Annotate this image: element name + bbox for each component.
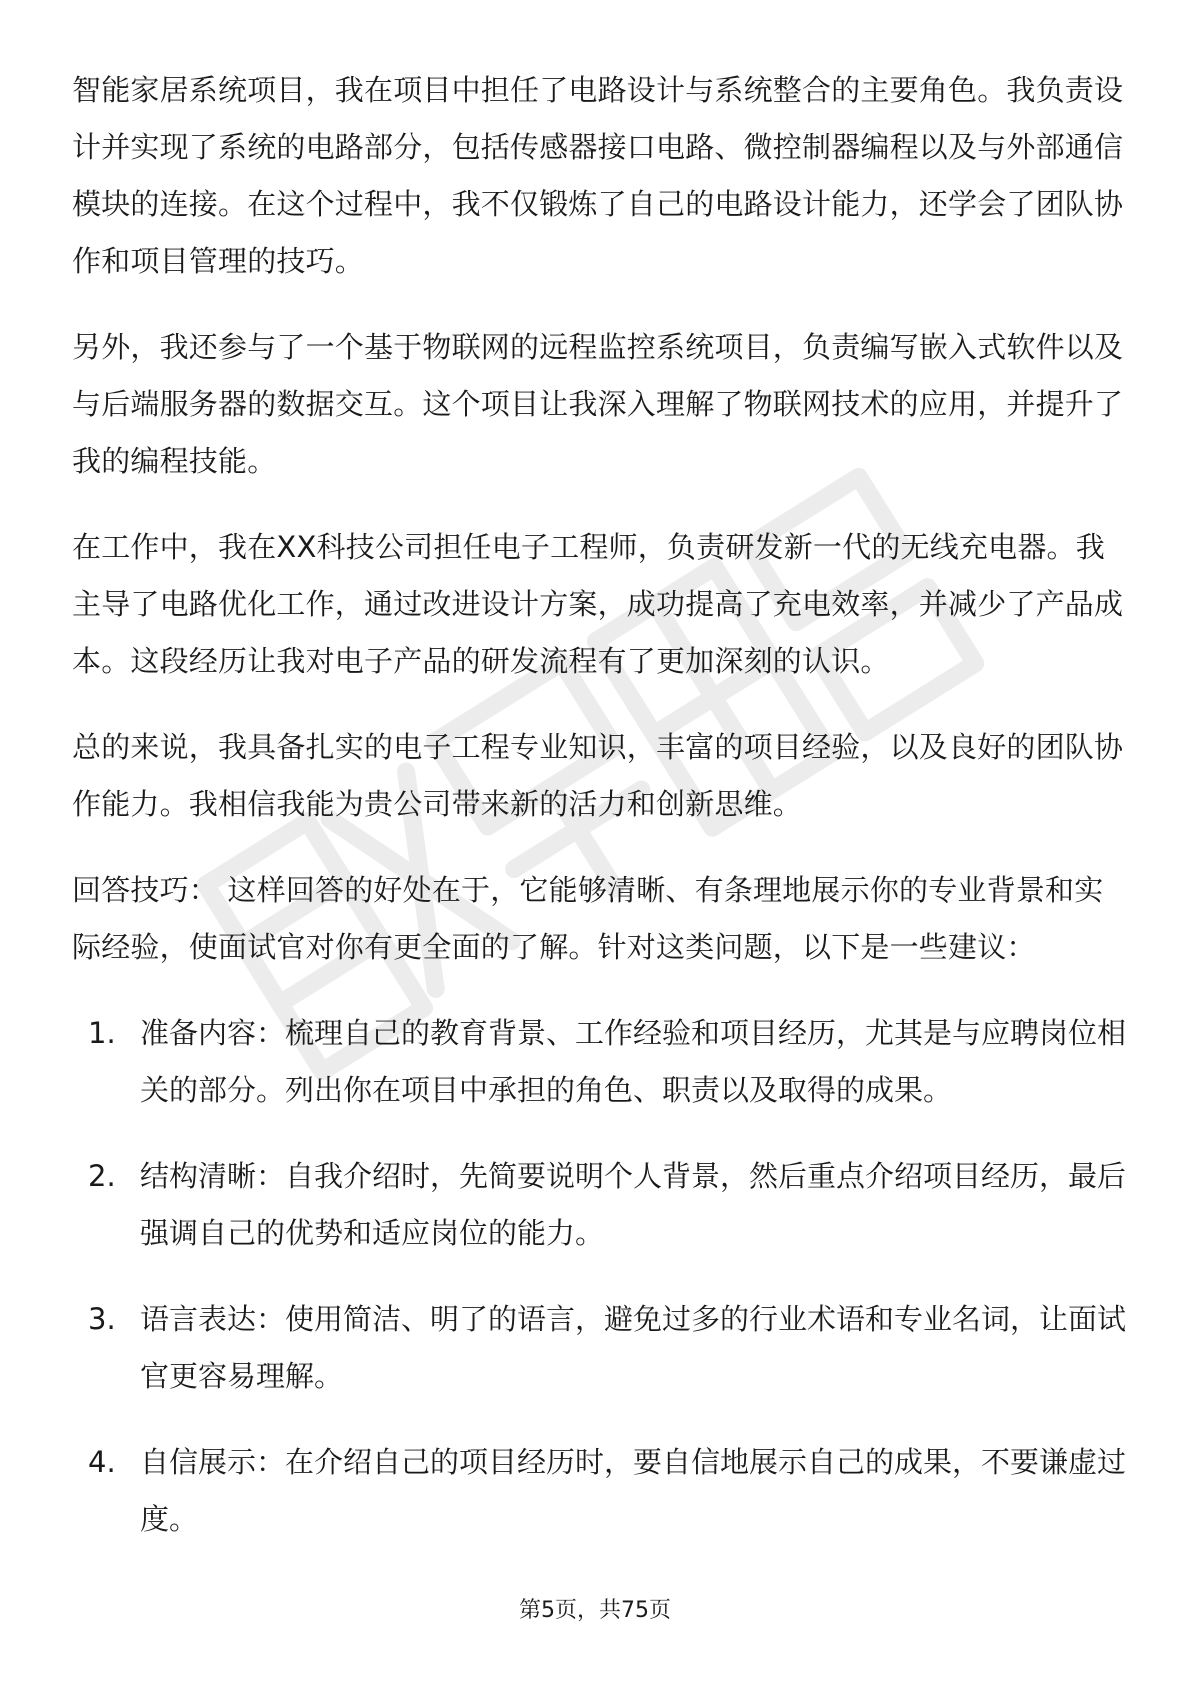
paragraph-summary: 总的来说，我具备扎实的电子工程专业知识，丰富的项目经验，以及良好的团队协作能力。我相信我能为贵公司带来新的活力和创新思维。	[72, 730, 1124, 821]
list-item-text: 语言表达：使用简洁、明了的语言，避免过多的行业术语和专业名词，让面试官更容易理解。	[140, 1302, 1127, 1393]
tips-list	[72, 1005, 1132, 1548]
paragraph-answer-tips: 回答技巧： 这样回答的好处在于，它能够清晰、有条理地展示你的专业背景和实际经验，使面试官对你有更全面的了解。针对这类问题，以下是一些建议：	[72, 873, 1104, 964]
list-item	[72, 1148, 1132, 1262]
list-item	[72, 1434, 1132, 1548]
list-item	[72, 1005, 1132, 1119]
list-item-number: 1.	[88, 1016, 116, 1050]
document-body	[72, 62, 1132, 1577]
list-item-text: 准备内容：梳理自己的教育背景、工作经验和项目经历，尤其是与应聘岗位相关的部分。列出你在项目中承担的角色、职责以及取得的成果。	[140, 1016, 1127, 1107]
list-item-text: 结构清晰：自我介绍时，先简要说明个人背景，然后重点介绍项目经历，最后强调自己的优势和适应岗位的能力。	[140, 1159, 1127, 1250]
list-item	[72, 1291, 1132, 1405]
list-item-number: 2.	[88, 1159, 116, 1193]
list-item-number: 4.	[88, 1445, 116, 1479]
paragraph-work-experience: 在工作中，我在XX科技公司担任电子工程师，负责研发新一代的无线充电器。我主导了电路优化工作，通过改进设计方案，成功提高了充电效率，并减少了产品成本。这段经历让我对电子产品的研发流程有了更加深刻的认识。	[72, 530, 1124, 678]
paragraph-iot-project: 另外，我还参与了一个基于物联网的远程监控系统项目，负责编写嵌入式软件以及与后端服务器的数据交互。这个项目让我深入理解了物联网技术的应用，并提升了我的编程技能。	[72, 330, 1124, 478]
page-number-footer: 第5页，共75页	[519, 1598, 671, 1623]
list-item-text: 自信展示：在介绍自己的项目经历时，要自信地展示自己的成果，不要谦虚过度。	[140, 1445, 1127, 1536]
list-item-number: 3.	[88, 1302, 116, 1336]
paragraph-smart-home: 智能家居系统项目，我在项目中担任了电路设计与系统整合的主要角色。我负责设计并实现了系统的电路部分，包括传感器接口电路、微控制器编程以及与外部通信模块的连接。在这个过程中，我不仅锻炼了自己的电路设计能力，还学会了团队协作和项目管理的技巧。	[72, 73, 1124, 278]
